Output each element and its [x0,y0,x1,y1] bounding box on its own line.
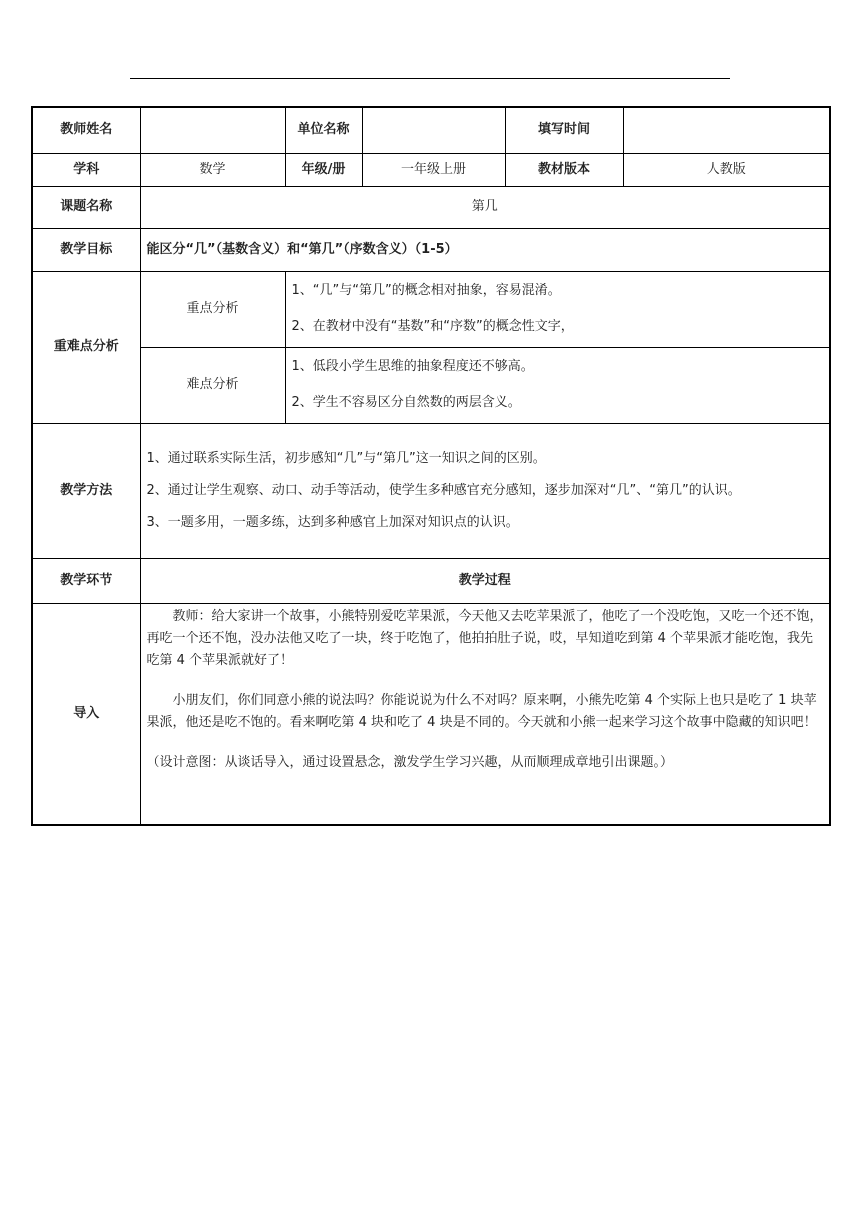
methods-label: 教学方法 [32,423,140,558]
difficulty-analysis-row [32,347,830,423]
edition-label: 教材版本 [505,153,623,186]
goal-row [32,228,830,271]
teacher-name-field[interactable] [140,107,285,153]
process-header: 教学过程 [140,558,830,603]
unit-name-label: 单位名称 [285,107,362,153]
page-header-rule [130,78,730,79]
difficulty-point: 1、低段小学生思维的抽象程度还不够高。 [291,359,534,374]
intro-label: 导入 [32,603,140,825]
subject-value: 数学 [140,153,285,186]
key-point: 2、在教材中没有“基数”和“序数”的概念性文字， [291,319,574,334]
methods-row [32,423,830,558]
subject-row [32,153,830,186]
intro-paragraph: 小朋友们，你们同意小熊的说法吗？你能说说为什么不对吗？原来啊，小熊先吃第 4 个实际上也只是吃了 1 块苹果派，他还是吃不饱的。看来啊吃第 4 块和吃了 4 块是不同的。今天就和小熊一起来学习这个故事中隐藏的知识吧！ [146,692,817,730]
fill-time-field[interactable] [623,107,830,153]
key-analysis-row [32,271,830,347]
key-point: 1、“几”与“第几”的概念相对抽象，容易混淆。 [291,283,561,298]
intro-paragraph: 教师：给大家讲一个故事，小熊特别爱吃苹果派，今天他又去吃苹果派了，他吃了一个没吃饱，又吃一个还不饱，再吃一个还不饱，没办法他又吃了一块，终于吃饱了，他拍拍肚子说，哎，早知道吃到第 4 个苹果派才能吃饱，我先吃第 4 个苹果派就好了！ [146,608,823,668]
intro-row [32,603,830,825]
fill-time-label: 填写时间 [505,107,623,153]
difficulty-analysis-content [285,347,830,423]
analysis-label: 重难点分析 [32,271,140,423]
goal-value: 能区分“几”（基数含义）和“第几”（序数含义）（1-5） [140,228,830,271]
grade-label: 年级/册 [285,153,362,186]
process-header-row [32,558,830,603]
teacher-name-label: 教师姓名 [32,107,140,153]
topic-row [32,186,830,228]
edition-value: 人教版 [623,153,830,186]
intro-content [140,603,830,825]
method-item: 3、一题多用，一题多练，达到多种感官上加深对知识点的认识。 [146,514,519,530]
goal-label: 教学目标 [32,228,140,271]
key-analysis-content [285,271,830,347]
design-intent-note: （设计意图：从谈话导入，通过设置悬念，激发学生学习兴趣，从而顺理成章地引出课题。） [146,754,674,770]
topic-value: 第几 [140,186,830,228]
method-item: 2、通过让学生观察、动口、动手等活动，使学生多种感官充分感知，逐步加深对“几”、“第几”的认识。 [146,482,741,498]
topic-label: 课题名称 [32,186,140,228]
method-item: 1、通过联系实际生活，初步感知“几”与“第几”这一知识之间的区别。 [146,450,546,466]
methods-content [140,423,830,558]
subject-label: 学科 [32,153,140,186]
lesson-plan-table [31,106,831,826]
grade-value: 一年级上册 [362,153,505,186]
unit-name-field[interactable] [362,107,505,153]
teacher-info-row [32,107,830,153]
difficulty-analysis-label: 难点分析 [140,347,285,423]
key-analysis-label: 重点分析 [140,271,285,347]
stage-header: 教学环节 [32,558,140,603]
difficulty-point: 2、学生不容易区分自然数的两层含义。 [291,395,521,410]
